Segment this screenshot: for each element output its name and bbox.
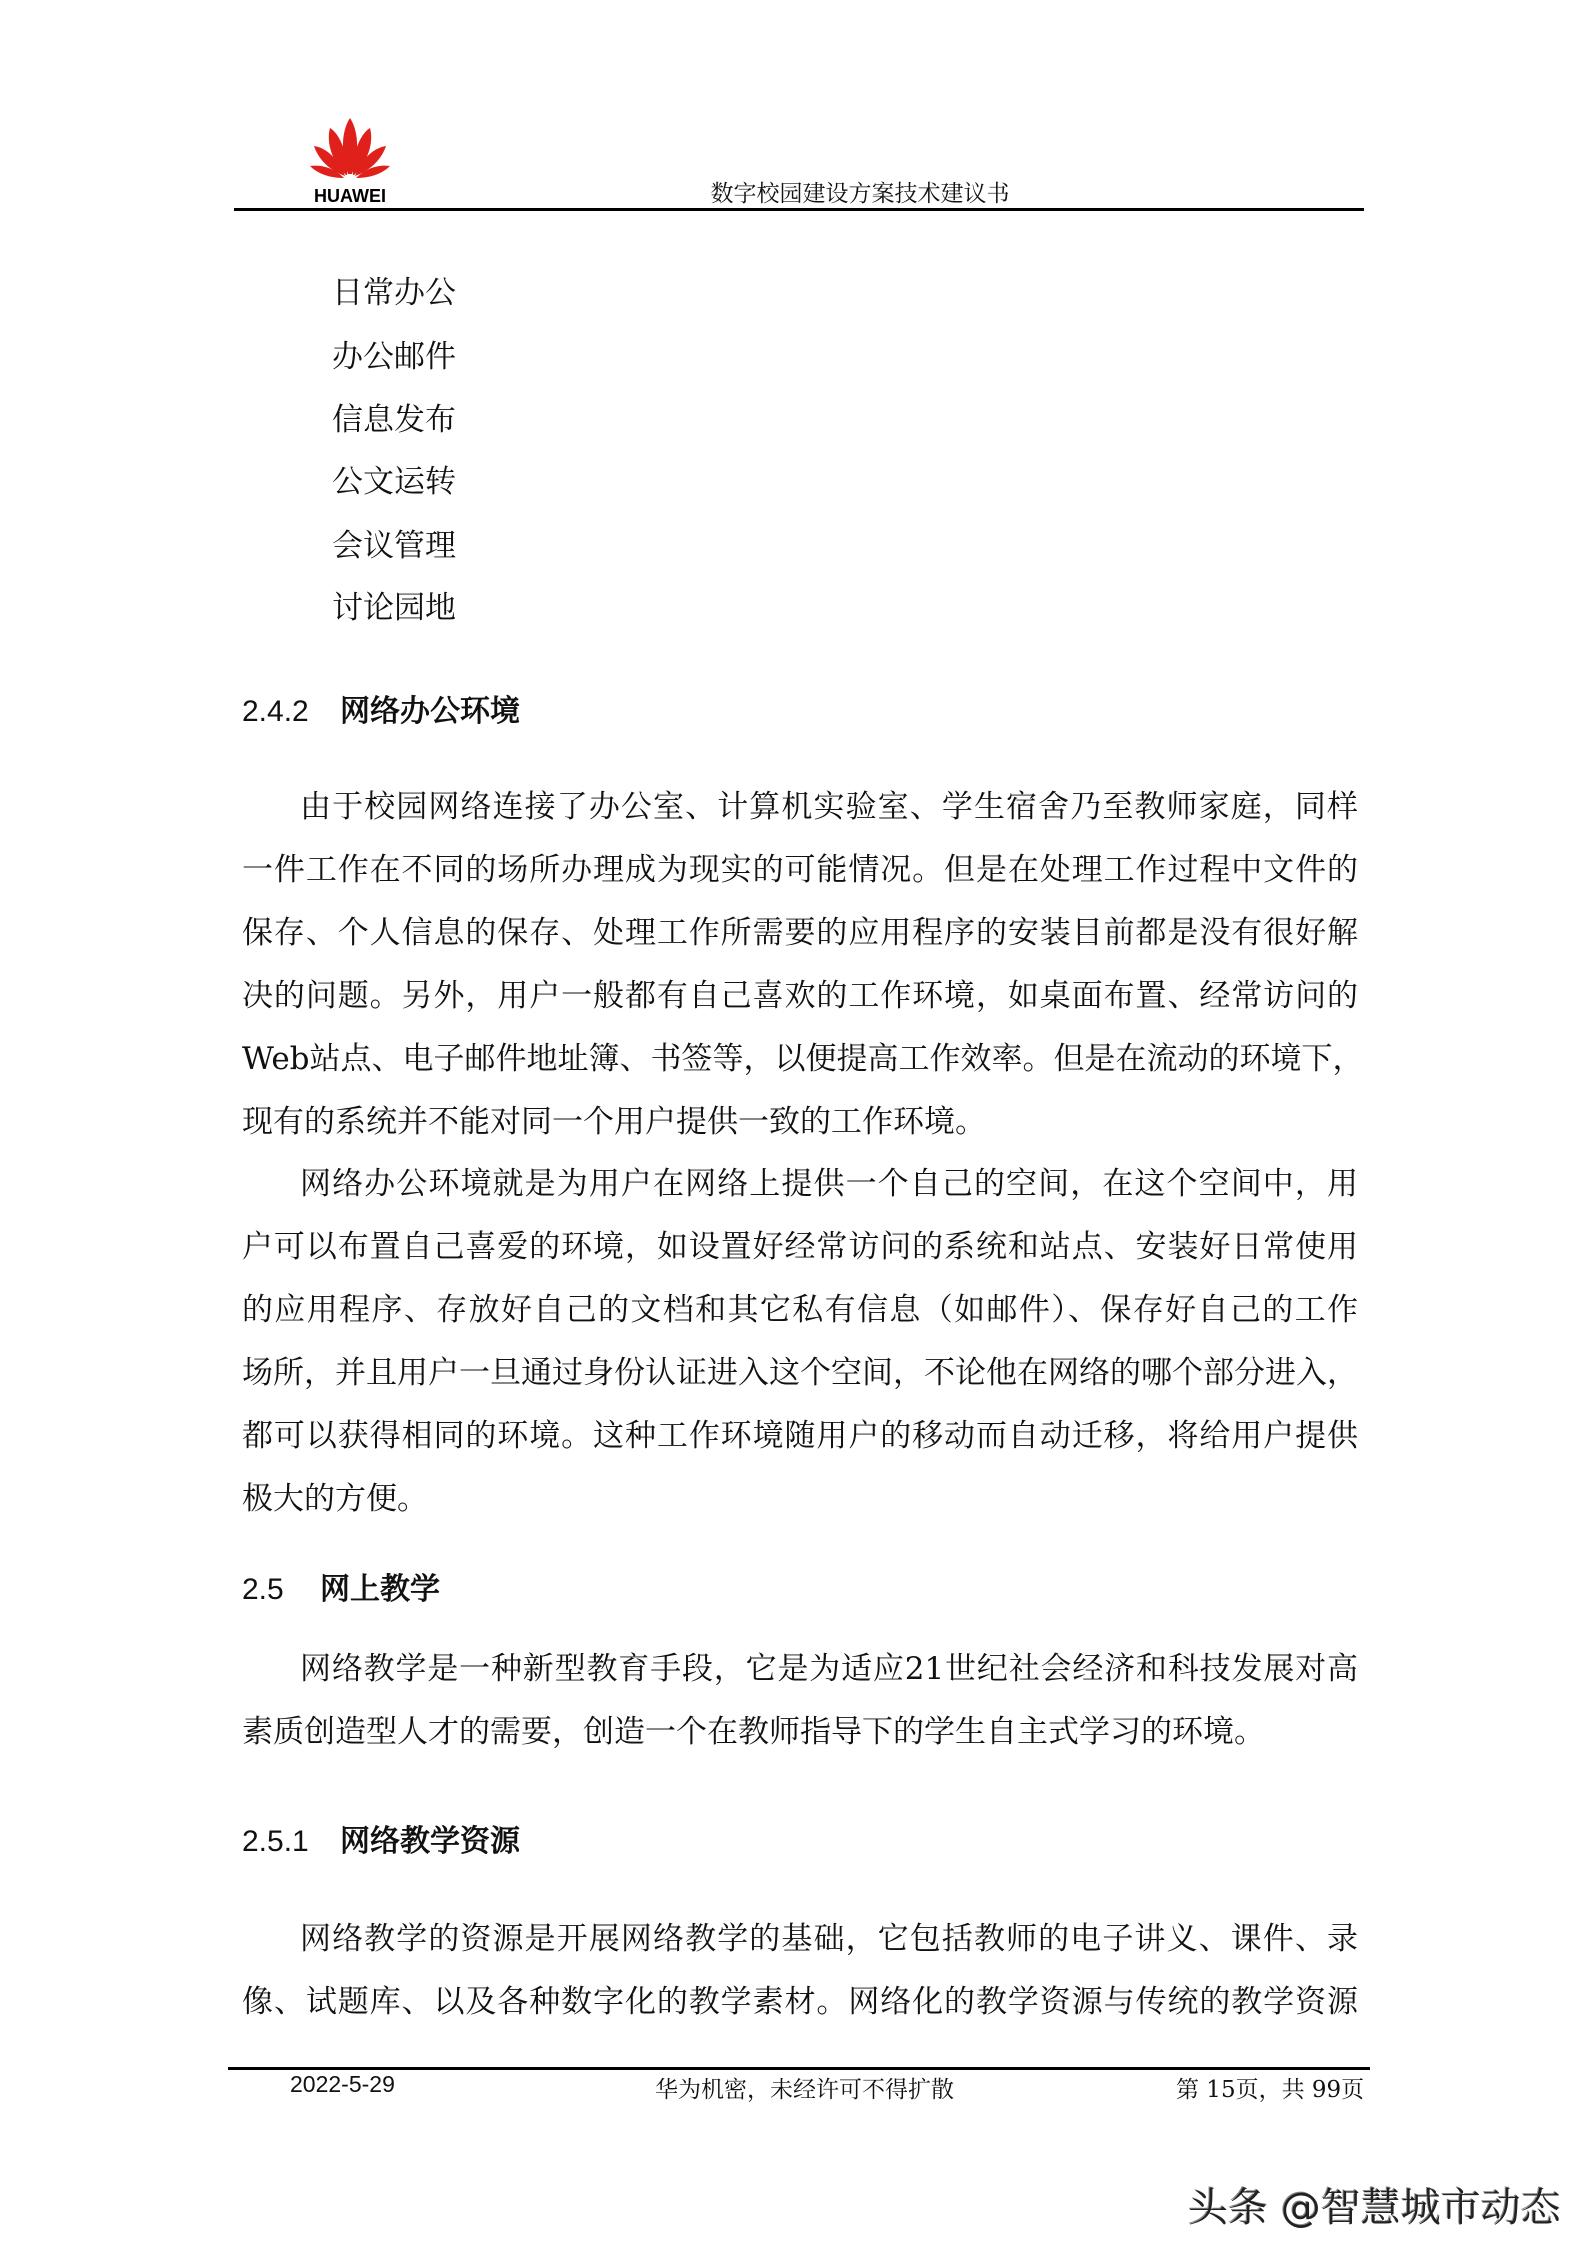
paragraph-line: 户可以布置自己喜爱的环境，如设置好经常访问的系统和站点、安装好日常使用 [242,1229,1358,1265]
list-item: 公文运转 [332,464,456,500]
huawei-logo [300,112,400,207]
list-item: 日常办公 [332,275,456,311]
paragraph-line: 一件工作在不同的场所办理成为现实的可能情况。但是在处理工作过程中文件的 [242,852,1358,888]
footer-page-number: 第 15页，共 99页 [1176,2077,1365,2103]
paragraph-line: 网络办公环境就是为用户在网络上提供一个自己的空间，在这个空间中，用 [300,1166,1358,1202]
header-divider [234,208,1364,211]
section-title: 网络办公环境 [340,694,520,729]
footer-date: 2022-5-29 [290,2071,395,2097]
paragraph-line: 都可以获得相同的环境。这种工作环境随用户的移动而自动迁移，将给用户提供 [242,1418,1358,1454]
list-item: 讨论园地 [332,590,456,626]
paragraph-line: 素质创造型人才的需要，创造一个在教师指导下的学生自主式学习的环境。 [242,1714,1265,1750]
footer-divider [228,2067,1370,2070]
watermark: 头条 @智慧城市动态 [1188,2185,1561,2231]
list-item: 会议管理 [332,528,456,564]
section-title: 网上教学 [320,1572,440,1607]
paragraph-line: 极大的方便。 [242,1481,428,1517]
paragraph-line: 的应用程序、存放好自己的文档和其它私有信息（如邮件）、保存好自己的工作 [242,1292,1358,1328]
list-item: 信息发布 [332,402,456,438]
section-number: 2.5 [242,1573,284,1606]
paragraph-line: 现有的系统并不能对同一个用户提供一致的工作环境。 [242,1104,986,1140]
section-number: 2.5.1 [242,1825,309,1858]
paragraph-line: 决的问题。另外，用户一般都有自己喜欢的工作环境，如桌面布置、经常访问的 [242,978,1358,1014]
list-item: 办公邮件 [332,339,456,375]
section-title: 网络教学资源 [340,1824,520,1859]
section-heading [242,1816,520,1860]
paragraph-line: 网络教学的资源是开展网络教学的基础，它包括教师的电子讲义、课件、录 [300,1921,1358,1957]
paragraph-line: 网络教学是一种新型教育手段，它是为适应21世纪社会经济和科技发展对高 [300,1651,1358,1687]
svg-text:HUAWEI: HUAWEI [314,186,386,206]
paragraph-line: 由于校园网络连接了办公室、计算机实验室、学生宿舍乃至教师家庭，同样 [300,789,1358,825]
paragraph-line: 保存、个人信息的保存、处理工作所需要的应用程序的安装目前都是没有很好解 [242,915,1358,951]
header-title: 数字校园建设方案技术建议书 [710,181,1010,207]
footer-confidential: 华为机密，未经许可不得扩散 [655,2077,954,2103]
paragraph-line: Web站点、电子邮件地址簿、书签等，以便提高工作效率。但是在流动的环境下， [242,1041,1364,1077]
section-heading [242,1564,440,1608]
section-heading [242,686,520,730]
section-number: 2.4.2 [242,695,309,728]
paragraph-line: 像、试题库、以及各种数字化的教学素材。网络化的教学资源与传统的教学资源 [242,1984,1358,2020]
paragraph-line: 场所，并且用户一旦通过身份认证进入这个空间，不论他在网络的哪个部分进入， [242,1355,1358,1391]
